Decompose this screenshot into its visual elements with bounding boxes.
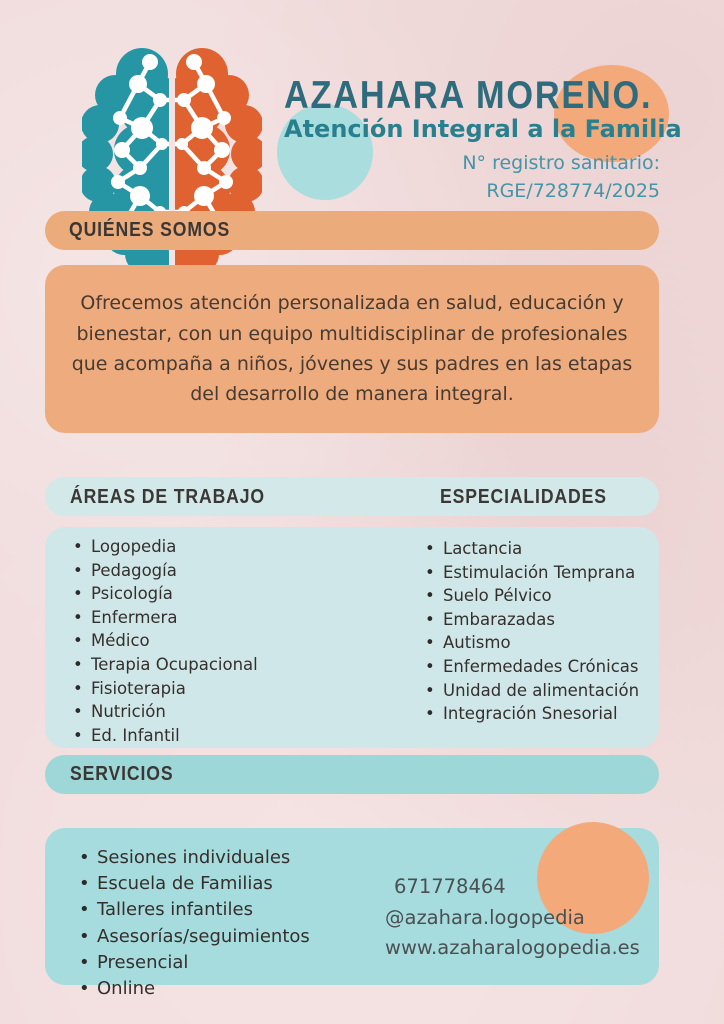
especialidad-list-item: • Unidad de alimentación xyxy=(443,679,639,703)
instagram-handle: @azahara.logopedia xyxy=(385,905,585,929)
page-title: AZAHARA MORENO. xyxy=(284,74,653,117)
quienes-somos-body: Ofrecemos atención personalizada en salud, educación y bienestar, con un equipo multidisciplinar de profesionales que acompaña a niños, jóvenes y sus padres en las etapas del desarrollo de manera integral. xyxy=(71,292,633,406)
service-list-item: • Escuela de Familias xyxy=(97,871,310,897)
section-heading-servicios: SERVICIOS xyxy=(45,755,659,794)
section-heading-areas: ÁREAS DE TRABAJO xyxy=(70,486,265,508)
especialidad-list-item: • Autismo xyxy=(443,631,639,655)
area-list-item: • Psicología xyxy=(91,582,258,606)
especialidad-list-item: • Estimulación Temprana xyxy=(443,561,639,585)
registry-label: N° registro sanitario: xyxy=(462,152,660,174)
page-subtitle: Atención Integral a la Familia xyxy=(284,115,682,143)
section-heading-especialidades: ESPECIALIDADES xyxy=(440,486,607,508)
especialidad-list-item: • Integración Snesorial xyxy=(443,702,639,726)
area-list-item: • Nutrición xyxy=(91,700,258,724)
service-list-item: • Online xyxy=(97,976,310,1002)
section-heading-bar xyxy=(45,477,659,516)
brain-logo-icon xyxy=(82,40,262,288)
website-url: www.azaharalogopedia.es xyxy=(385,936,640,959)
service-list-item: • Talleres infantiles xyxy=(97,897,310,923)
area-list-item: • Fisioterapia xyxy=(91,677,258,701)
service-list-item: • Sesiones individuales xyxy=(97,845,310,871)
registry-number: RGE/728774/2025 xyxy=(486,179,660,202)
registry-block xyxy=(340,150,660,205)
work-areas-specialties-box xyxy=(45,527,659,748)
services-list xyxy=(97,845,310,1002)
especialidad-list-item: • Enfermedades Crónicas xyxy=(443,655,639,679)
services-box xyxy=(45,828,659,1000)
especialidad-list-item: • Lactancia xyxy=(443,537,639,561)
especialidad-list-item: • Embarazadas xyxy=(443,608,639,632)
area-list-item: • Enfermera xyxy=(91,606,258,630)
area-list-item: • Logopedia xyxy=(91,535,258,559)
especialidades-list xyxy=(443,537,639,726)
area-list-item: • Terapia Ocupacional xyxy=(91,653,258,677)
service-list-item: • Presencial xyxy=(97,950,310,976)
areas-list xyxy=(91,535,258,747)
especialidad-list-item: • Suelo Pélvico xyxy=(443,584,639,608)
contact-block xyxy=(385,872,640,964)
area-list-item: • Médico xyxy=(91,629,258,653)
section-heading-quienes-somos: QUIÉNES SOMOS xyxy=(45,211,659,250)
phone-number: 671778464 xyxy=(394,875,506,898)
area-list-item: • Pedagogía xyxy=(91,559,258,583)
area-list-item: • Ed. Infantil xyxy=(91,724,258,748)
quienes-somos-box xyxy=(45,265,659,433)
service-list-item: • Asesorías/seguimientos xyxy=(97,924,310,950)
